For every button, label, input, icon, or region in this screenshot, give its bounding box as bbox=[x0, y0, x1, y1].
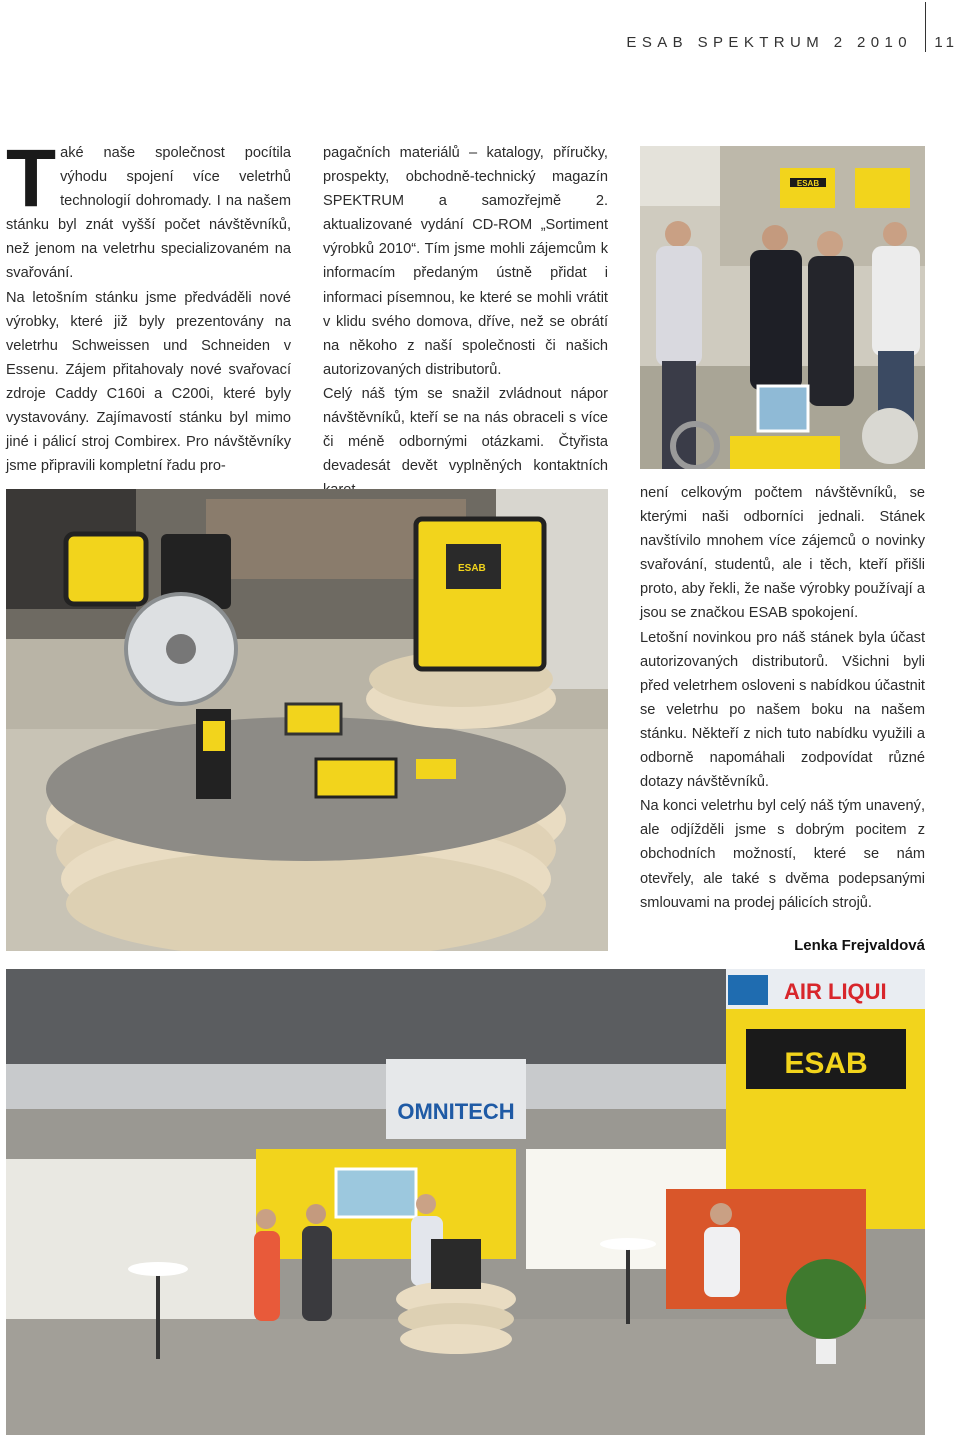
article-column-2 bbox=[323, 141, 608, 502]
esab-banner-text: ESAB bbox=[784, 1047, 868, 1080]
paragraph-4: Celý náš tým se snažil zvládnout nápor návštěvníků, kteří se na nás obraceli s více či méně odbornými otázkami. Čtyřista devadesát devět vyplněných kontaktních bbox=[323, 385, 608, 475]
page-header bbox=[0, 34, 960, 58]
header-divider bbox=[925, 2, 926, 52]
page-number: 11 bbox=[934, 34, 958, 51]
photo-visitors bbox=[640, 146, 925, 469]
paragraph-5: není celkovým počtem návštěvníků, se kterými naši odborníci jednali. Stánek navštívilo mnohem více zájemců o novinky svařování, studentů, ale i těch, kteří přišli proto, aby řekli, že naše výrobky používají a jsou se značkou ESAB spokojení. bbox=[640, 485, 925, 622]
paragraph-6: Letošní novinkou pro náš stánek byla účast autorizovaných distributorů. Všichni byli před veletrhem osloveni s nabídkou účastnit se veletrhu po našem boku na našem stánku. Někteří z nich tuto nabídku využili a odborně napomáhali zodpovídat různé dotazy návštěvníků. bbox=[640, 629, 925, 791]
photo-equipment-display bbox=[6, 489, 608, 951]
esab-brand-text: ESAB bbox=[458, 563, 486, 574]
dropcap: T bbox=[6, 133, 57, 224]
magazine-title: ESAB SPEKTRUM 2 2010 bbox=[626, 34, 912, 51]
article-column-3 bbox=[640, 481, 925, 915]
article-column-1 bbox=[6, 133, 291, 478]
paragraph-1-text: aké naše společnost pocítila výhodu spojení více veletrhů technologií dohromady. I na našem stánku byl znát vyšší počet návštěvníků, než jenom na veletrhu specializovaném na svařování. bbox=[6, 145, 291, 282]
paragraph-3: pagačních materiálů – katalogy, příručky, prospekty, obchodně-technický magazín SPEKTRUM a samozřejmě 2. aktualizované vydání CD-ROM „Sortiment výrobků 2010“. Tím jsme mohli zájemcům k informacím předaným ústně přidat i informaci písemnou, ke které se mohli vrátit v klidu svého domova, dříve, než se obrátí na někoho z naší společnosti či našich autorizovaných distributorů. bbox=[323, 145, 608, 378]
paragraph-1 bbox=[6, 133, 291, 286]
photo-booth-overview bbox=[6, 969, 925, 1435]
omnitech-text: OMNITECH bbox=[397, 1099, 515, 1124]
paragraph-2: Na letošním stánku jsme předváděli nové výrobky, které již byly prezentovány na veletrhu Schweissen und Schneiden v Essenu. Zájem přitahovaly nové svařovací zdroje Caddy C160i a C200i, které byly vystavovány. Zajímavostí stánku byl mimo jiné i pálicí stroj Combirex. Pro návštěvníky jsme připravili kompletní řadu pro- bbox=[6, 289, 291, 475]
author-name: Lenka Frejvaldová bbox=[794, 937, 925, 954]
paragraph-7: Na konci veletrhu byl celý náš tým unavený, ale odjížděli jsme s dobrým pocitem z obchodních možností, které se nám otevřely, ale také s dvěma podepsanými smlouvami na prodej pálicích strojů. bbox=[640, 798, 925, 911]
air-liquide-text: AIR LIQUI bbox=[784, 979, 887, 1004]
esab-sign-text: ESAB bbox=[796, 179, 820, 188]
